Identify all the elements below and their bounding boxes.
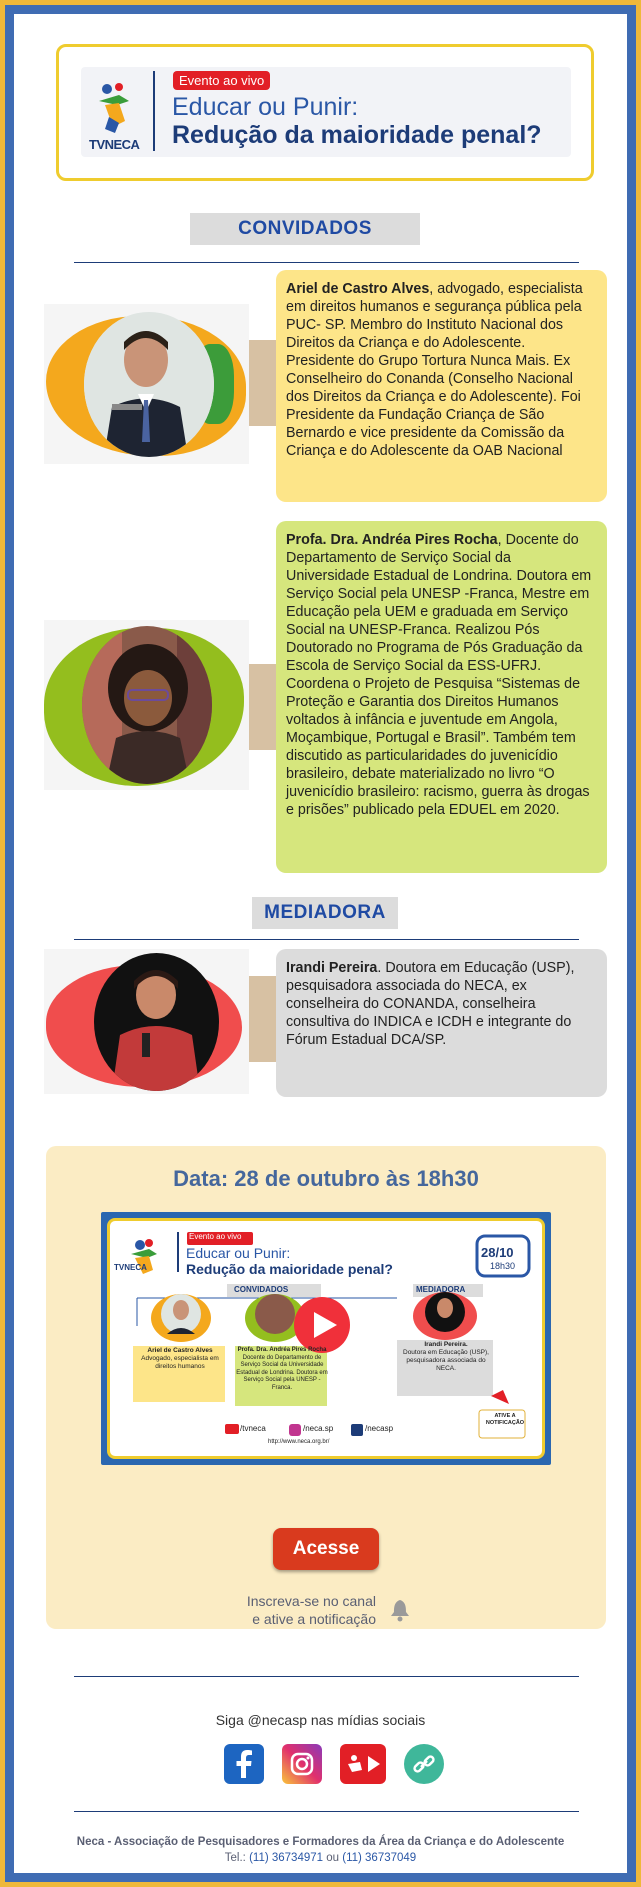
mediator-connector (249, 976, 279, 1062)
email-body (14, 14, 627, 1873)
thumb-title-line1: Educar ou Punir: (186, 1245, 291, 1261)
guest1-bio-card (276, 270, 607, 502)
thumb-card2-desc: Docente do Departamento de Serviço Social da Universidade Estadual de Londrina. Doutora em Serviço Social pela UNESP - Franca. (236, 1354, 328, 1391)
thumb-notify: ATIVE A NOTIFICAÇÃO (485, 1413, 525, 1426)
thumb-guests-label: CONVIDADOS (234, 1285, 289, 1294)
section-title-guests: CONVIDADOS (190, 213, 420, 245)
thumb-live-badge: Evento ao vivo (189, 1232, 242, 1241)
guest2-name: Profa. Dra. Andréa Pires Rocha (286, 532, 498, 548)
facebook-icon[interactable] (224, 1744, 264, 1784)
thumb-card1 (134, 1347, 226, 1371)
phone1-link[interactable]: (11) 36734971 (249, 1852, 324, 1864)
thumb-card1-desc: Advogado, especialista em direitos humanos (141, 1355, 219, 1370)
thumbnail-card (107, 1218, 545, 1459)
mediator-photo-frame (44, 949, 249, 1094)
footer-org: Neca - Associação de Pesquisadores e Formadores da Área da Criança e do Adolescente (76, 1836, 565, 1848)
thumb-social-facebook: /necasp (365, 1424, 394, 1433)
social-links (14, 1744, 627, 1790)
thumb-social-youtube: /tvneca (240, 1424, 266, 1433)
logo-text: TVNECA (89, 137, 140, 152)
subscribe-text (196, 1592, 376, 1628)
thumb-logo-text: TVNECA (114, 1263, 147, 1272)
guest2-bio-card (276, 521, 607, 873)
mediator-name: Irandi Pereira (286, 960, 378, 976)
mediator-bio: . Doutora em Educação (USP), pesquisadora associada do NECA, ex conselheira do CONANDA, conselheira consultiva do INDICA e ICDH e integrante do Fórum Estadual DCA/SP. (286, 960, 575, 1048)
thumb-card1-name: Ariel de Castro Alves (147, 1347, 213, 1354)
thumb-date: 28/10 (481, 1245, 514, 1260)
subscribe-line1: Inscreva-se no canal (246, 1593, 376, 1609)
guest1-bio: , advogado, especialista em direitos humanos e segurança pública pela PUC- SP. Membro do Instituto Nacional dos Direitos da Criança e do Adolescente. Presidente do Grupo Tortura Nunca Mais. Ex Conselheiro do Conanda (Conselho Nacional dos Direitos da Criança e do Adolescente). Foi Presidente da Fundação Criança de São Bernardo e vice presidente da Comissão da Criança e do Adolescente da OAB Nacional (286, 281, 583, 459)
thumb-card3-name: Irandi Pereira. (424, 1341, 468, 1348)
thumb-url: http://www.neca.org.br/ (268, 1439, 330, 1445)
event-date: Data: 28 de outubro às 18h30 (173, 1166, 479, 1191)
link-icon[interactable] (404, 1744, 444, 1784)
acesse-button[interactable]: Acesse (273, 1528, 379, 1570)
thumb-social-instagram: /neca.sp (303, 1424, 334, 1433)
thumb-card3-desc: Doutora em Educação (USP), pesquisadora associada do NECA. (403, 1349, 489, 1372)
subscribe-line2: e ative a notificação (252, 1611, 376, 1627)
mediator-photo (94, 953, 219, 1091)
tvneca-logo (89, 77, 147, 151)
guest2-photo-frame (44, 620, 249, 790)
event-box (46, 1146, 606, 1629)
bell-icon (389, 1598, 411, 1622)
phone2-link[interactable]: (11) 36737049 (342, 1852, 417, 1864)
divider (74, 262, 579, 263)
live-event-badge: Evento ao vivo (173, 71, 270, 90)
footer-phones (14, 1852, 627, 1864)
tvneca-youtube-icon[interactable] (340, 1744, 386, 1784)
thumb-title-line2: Redução da maioridade penal? (186, 1261, 393, 1277)
guest1-photo (84, 312, 214, 457)
thumb-mediator-label: MEDIADORA (416, 1285, 466, 1294)
banner-inner (81, 67, 571, 157)
thumb-card2-name: Profa. Dra. Andréa Pires Rocha (237, 1347, 327, 1353)
banner-title-line1: Educar ou Punir: (172, 93, 359, 121)
divider (74, 1811, 579, 1812)
divider (74, 939, 579, 940)
guest2-bio: , Docente do Departamento de Serviço Social da Universidade Estadual de Londrina. Doutora em Serviço Social pela UNESP -Franca, Mestre em Educação pela UEM e graduada em Serviço Social na UNESP-Franca. Realizou Pós Doutorado no Programa de Pós Graduação da Escola de Serviço Social da ESS-UFRJ. Coordena o Projeto de Pesquisa “Sistemas de Proteção e Garantia dos Direitos Humanos voltados à infância e juventude em Angola, Moçambique, Portugal e Brasil”. Também tem discutido as particularidades do juvenicídio brasileiro, debate materializado no livro “O juvenicídio brasileiro: racismo, guerra às drogas e prisões” publicado pela EDUEL em 2020. (286, 532, 592, 818)
tel-label: Tel.: (224, 1852, 250, 1864)
social-title: Siga @necasp nas mídias sociais (215, 1712, 426, 1728)
thumb-card2 (236, 1347, 328, 1392)
guest2-connector (249, 664, 279, 750)
header-banner (56, 44, 594, 181)
thumb-card3 (398, 1341, 494, 1373)
thumb-time: 18h30 (490, 1261, 516, 1271)
guest1-photo-frame (44, 304, 249, 464)
section-title-mediator: MEDIADORA (252, 897, 398, 929)
banner-title-line2: Redução da maioridade penal? (172, 121, 542, 149)
instagram-icon[interactable] (282, 1744, 322, 1784)
guest1-connector (249, 340, 279, 426)
divider (74, 1676, 579, 1677)
mediator-bio-card (276, 949, 607, 1097)
video-thumbnail[interactable] (101, 1212, 551, 1465)
banner-divider (153, 71, 155, 151)
guest1-name: Ariel de Castro Alves (286, 281, 430, 297)
phone-separator: ou (323, 1852, 343, 1864)
guest2-photo (82, 626, 212, 784)
